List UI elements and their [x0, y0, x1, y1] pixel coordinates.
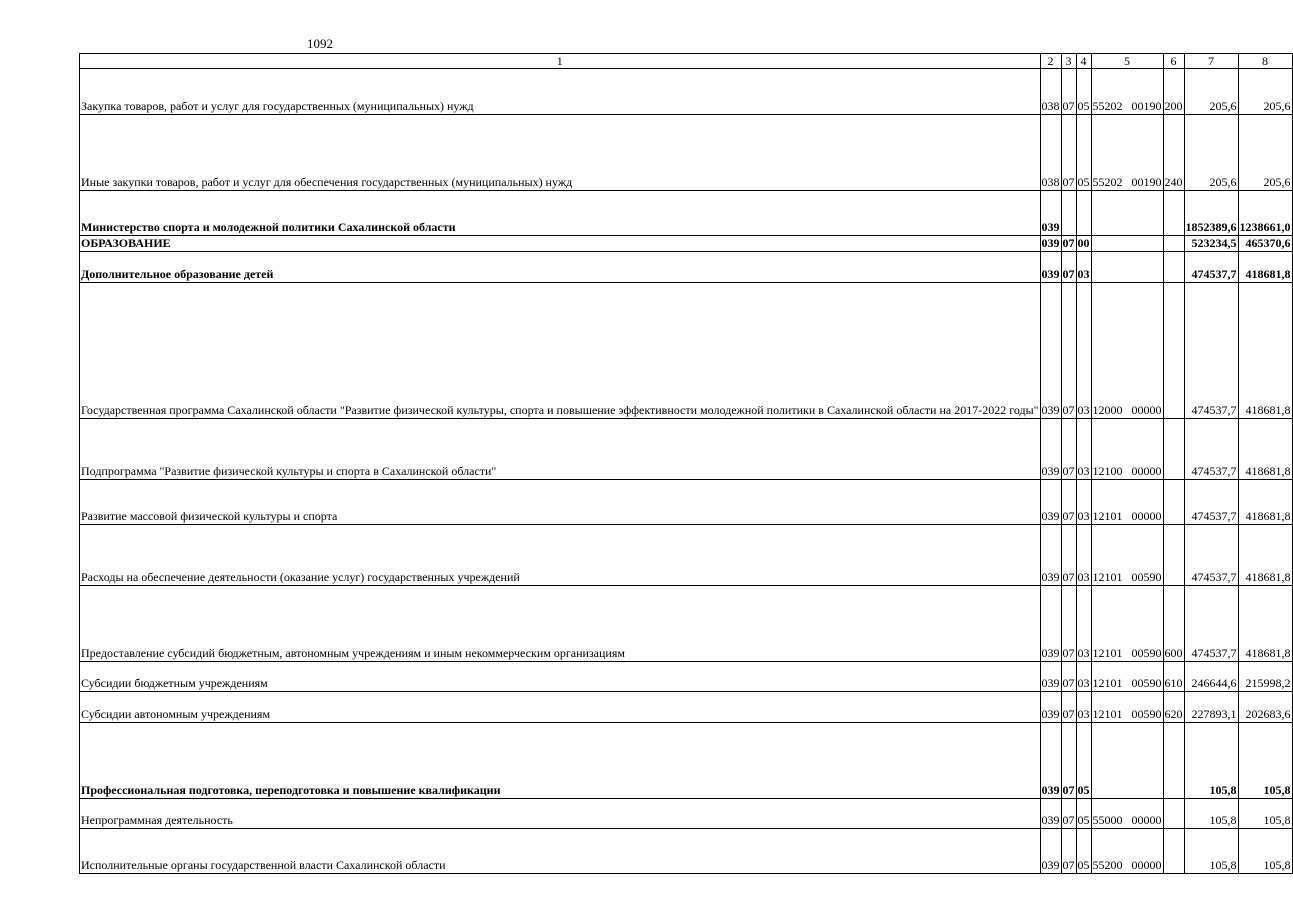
row-target-item-cell: 55000 00000: [1091, 799, 1163, 829]
header-row: [80, 54, 1293, 69]
row-amount-1-cell: 227893,1: [1184, 692, 1238, 723]
row-name-cell: Профессиональная подготовка, переподготовка и повышение квалификации: [80, 723, 1041, 799]
row-ministry-code-cell: 039: [1040, 480, 1061, 525]
row-expense-type-cell: [1163, 283, 1184, 419]
row-amount-1-cell: 474537,7: [1184, 283, 1238, 419]
row-name-cell: Закупка товаров, работ и услуг для государственных (муниципальных) нужд: [80, 69, 1041, 115]
row-section-cell: 07: [1061, 692, 1076, 723]
table-row: [80, 662, 1293, 692]
row-section-cell: 07: [1062, 236, 1075, 250]
row-target-item-cell: 12101 00590: [1091, 525, 1163, 586]
row-amount-2-cell: 105,8: [1238, 723, 1292, 799]
row-target-item-cell: 55202 00190: [1091, 115, 1163, 191]
row-section-cell: 07: [1061, 723, 1076, 799]
row-amount-1-cell: 105,8: [1184, 799, 1238, 829]
row-amount-2-cell: 418681,8: [1238, 586, 1292, 662]
row-section-cell: 07: [1061, 586, 1076, 662]
row-amount-1-cell: 474537,7: [1184, 419, 1238, 480]
row-amount-1-cell: 523234,5: [1184, 236, 1238, 252]
row-section-cell: 07: [1061, 115, 1076, 191]
row-expense-type-cell: [1163, 419, 1184, 480]
row-target-item-cell: 12101 00590: [1091, 662, 1163, 692]
row-name-cell: Расходы на обеспечение деятельности (оказание услуг) государственных учреждений: [80, 525, 1041, 586]
row-target-item-cell: 12101 00590: [1091, 586, 1163, 662]
row-subsection-cell: 05: [1076, 799, 1091, 829]
row-section-cell: 07: [1061, 799, 1076, 829]
row-ministry-code-cell: 039: [1040, 829, 1061, 874]
table-row: [80, 69, 1293, 115]
row-expense-type-cell: [1163, 191, 1184, 236]
row-expense-type-cell: 600: [1163, 586, 1184, 662]
row-amount-2-cell: 205,6: [1238, 115, 1292, 191]
row-amount-2-cell: 202683,6: [1238, 692, 1292, 723]
row-amount-1-cell: 246644,6: [1184, 662, 1238, 692]
row-target-item-cell: 12101 00000: [1091, 480, 1163, 525]
row-amount-1-cell: 105,8: [1184, 829, 1238, 874]
row-expense-type-cell: 620: [1163, 692, 1184, 723]
row-subsection-cell: [1076, 191, 1091, 236]
row-section-cell: 07: [1061, 480, 1076, 525]
row-amount-2-cell: 205,6: [1238, 69, 1292, 115]
row-subsection-cell: 03: [1076, 525, 1091, 586]
row-subsection-cell: 03: [1076, 283, 1091, 419]
column-header: 8: [1238, 54, 1292, 69]
row-amount-2-cell: 418681,8: [1238, 419, 1292, 480]
table-row: [80, 799, 1293, 829]
table-row: [80, 283, 1293, 419]
row-ministry-code-cell: 039: [1040, 723, 1061, 799]
row-name-cell: Министерство спорта и молодежной политики Сахалинской области: [80, 191, 1041, 236]
table-row: [80, 829, 1293, 874]
row-section-cell: 07: [1061, 419, 1076, 480]
row-ministry-code-cell: 039: [1040, 586, 1061, 662]
row-subsection-cell: 03: [1076, 586, 1091, 662]
row-expense-type-cell: 200: [1163, 69, 1184, 115]
table-body: [80, 69, 1293, 874]
row-subsection-cell: 00: [1077, 236, 1090, 250]
row-ministry-code-cell: 039: [1040, 283, 1061, 419]
row-amount-1-cell: 474537,7: [1184, 525, 1238, 586]
page-number: 1092: [307, 36, 333, 51]
row-section-cell: [1061, 191, 1076, 236]
row-expense-type-cell: [1163, 829, 1184, 874]
row-target-item-cell: 12000 00000: [1091, 283, 1163, 419]
table-row: [80, 480, 1293, 525]
row-amount-2-cell: 215998,2: [1238, 662, 1292, 692]
row-name-cell: Предоставление субсидий бюджетным, автономным учреждениям и иным некоммерческим организациям: [80, 586, 1041, 662]
row-name-cell: ОБРАЗОВАНИЕ: [80, 236, 1041, 252]
row-target-item-cell: 55202 00190: [1091, 69, 1163, 115]
budget-table: [79, 53, 1293, 874]
row-amount-2-cell: 418681,8: [1238, 525, 1292, 586]
row-ministry-code-cell: 039: [1040, 662, 1061, 692]
row-section-cell: 07: [1061, 662, 1076, 692]
row-subsection-cell: 05: [1076, 723, 1091, 799]
table-row: [80, 115, 1293, 191]
table-row: [80, 525, 1293, 586]
row-subsection-cell: 03: [1076, 252, 1091, 283]
row-amount-1-cell: 1852389,6: [1184, 191, 1238, 236]
row-amount-1-cell: 474537,7: [1184, 586, 1238, 662]
row-name-cell: Субсидии бюджетным учреждениям: [80, 662, 1041, 692]
row-amount-1-cell: 205,6: [1184, 115, 1238, 191]
table-row: [80, 586, 1293, 662]
row-amount-2-cell: 418681,8: [1238, 480, 1292, 525]
row-target-item-cell: [1091, 191, 1163, 236]
row-amount-1-cell: 474537,7: [1184, 252, 1238, 283]
column-header: 5: [1091, 54, 1163, 69]
row-expense-type-cell: 240: [1163, 115, 1184, 191]
row-name-cell: Иные закупки товаров, работ и услуг для обеспечения государственных (муниципальных) нужд: [80, 115, 1041, 191]
table-row: [80, 191, 1293, 236]
row-ministry-code-cell: 039: [1040, 799, 1061, 829]
row-expense-type-cell: [1163, 723, 1184, 799]
column-header: 6: [1163, 54, 1184, 69]
row-amount-2-cell: 465370,6: [1238, 236, 1292, 252]
table-row: [80, 252, 1293, 283]
row-ministry-code-cell: 039: [1040, 692, 1061, 723]
row-ministry-code-cell: 039: [1040, 525, 1061, 586]
row-target-item-cell: [1091, 252, 1163, 283]
row-target-item-cell: 12101 00590: [1091, 692, 1163, 723]
row-name-cell: Подпрограмма "Развитие физической культуры и спорта в Сахалинской области": [80, 419, 1041, 480]
row-ministry-code-cell: 039: [1041, 236, 1060, 250]
row-expense-type-cell: [1163, 525, 1184, 586]
column-header: 4: [1076, 54, 1091, 69]
table-row: [80, 723, 1293, 799]
row-subsection-cell: 03: [1076, 419, 1091, 480]
table-row: [80, 692, 1293, 723]
row-expense-type-cell: 610: [1163, 662, 1184, 692]
row-ministry-code-cell: 039: [1040, 252, 1061, 283]
row-expense-type-cell: [1163, 252, 1184, 283]
table-row: [80, 236, 1293, 252]
row-section-cell: 07: [1061, 283, 1076, 419]
row-name-cell: Непрограммная деятельность: [80, 799, 1041, 829]
row-target-item-cell: 12100 00000: [1091, 419, 1163, 480]
row-ministry-code-cell: 039: [1040, 191, 1061, 236]
table-row: [80, 419, 1293, 480]
row-section-cell: 07: [1061, 252, 1076, 283]
row-name-cell: Исполнительные органы государственной власти Сахалинской области: [80, 829, 1041, 874]
row-amount-1-cell: 105,8: [1184, 723, 1238, 799]
row-ministry-code-cell: 038: [1040, 69, 1061, 115]
row-section-cell: 07: [1061, 525, 1076, 586]
row-amount-1-cell: 205,6: [1184, 69, 1238, 115]
column-header: 2: [1040, 54, 1061, 69]
row-subsection-cell: 03: [1076, 662, 1091, 692]
row-amount-1-cell: 474537,7: [1184, 480, 1238, 525]
row-target-item-cell: [1091, 236, 1163, 252]
column-header: 7: [1184, 54, 1238, 69]
row-ministry-code-cell: 039: [1040, 419, 1061, 480]
row-subsection-cell: 05: [1076, 115, 1091, 191]
row-name-cell: Государственная программа Сахалинской области "Развитие физической культуры, спорта и повышение эффективности молодежной политики в Сахалинской области на 2017-2022 годы": [80, 283, 1041, 419]
row-amount-2-cell: 418681,8: [1238, 283, 1292, 419]
row-expense-type-cell: [1163, 799, 1184, 829]
row-amount-2-cell: 1238661,0: [1238, 191, 1292, 236]
row-amount-2-cell: 105,8: [1238, 829, 1292, 874]
row-amount-2-cell: 418681,8: [1238, 252, 1292, 283]
row-expense-type-cell: [1163, 236, 1184, 252]
row-expense-type-cell: [1163, 480, 1184, 525]
row-section-cell: 07: [1061, 829, 1076, 874]
row-name-cell: Дополнительное образование детей: [80, 252, 1041, 283]
column-header: 3: [1061, 54, 1076, 69]
row-ministry-code-cell: 038: [1040, 115, 1061, 191]
row-name-cell: Субсидии автономным учреждениям: [80, 692, 1041, 723]
row-section-cell: 07: [1061, 69, 1076, 115]
row-subsection-cell: 05: [1076, 829, 1091, 874]
row-subsection-cell: 03: [1076, 480, 1091, 525]
column-header: 1: [80, 54, 1041, 69]
row-name-cell: Развитие массовой физической культуры и спорта: [80, 480, 1041, 525]
row-target-item-cell: 55200 00000: [1091, 829, 1163, 874]
row-target-item-cell: [1091, 723, 1163, 799]
row-subsection-cell: 03: [1076, 692, 1091, 723]
row-subsection-cell: 05: [1076, 69, 1091, 115]
row-amount-2-cell: 105,8: [1238, 799, 1292, 829]
